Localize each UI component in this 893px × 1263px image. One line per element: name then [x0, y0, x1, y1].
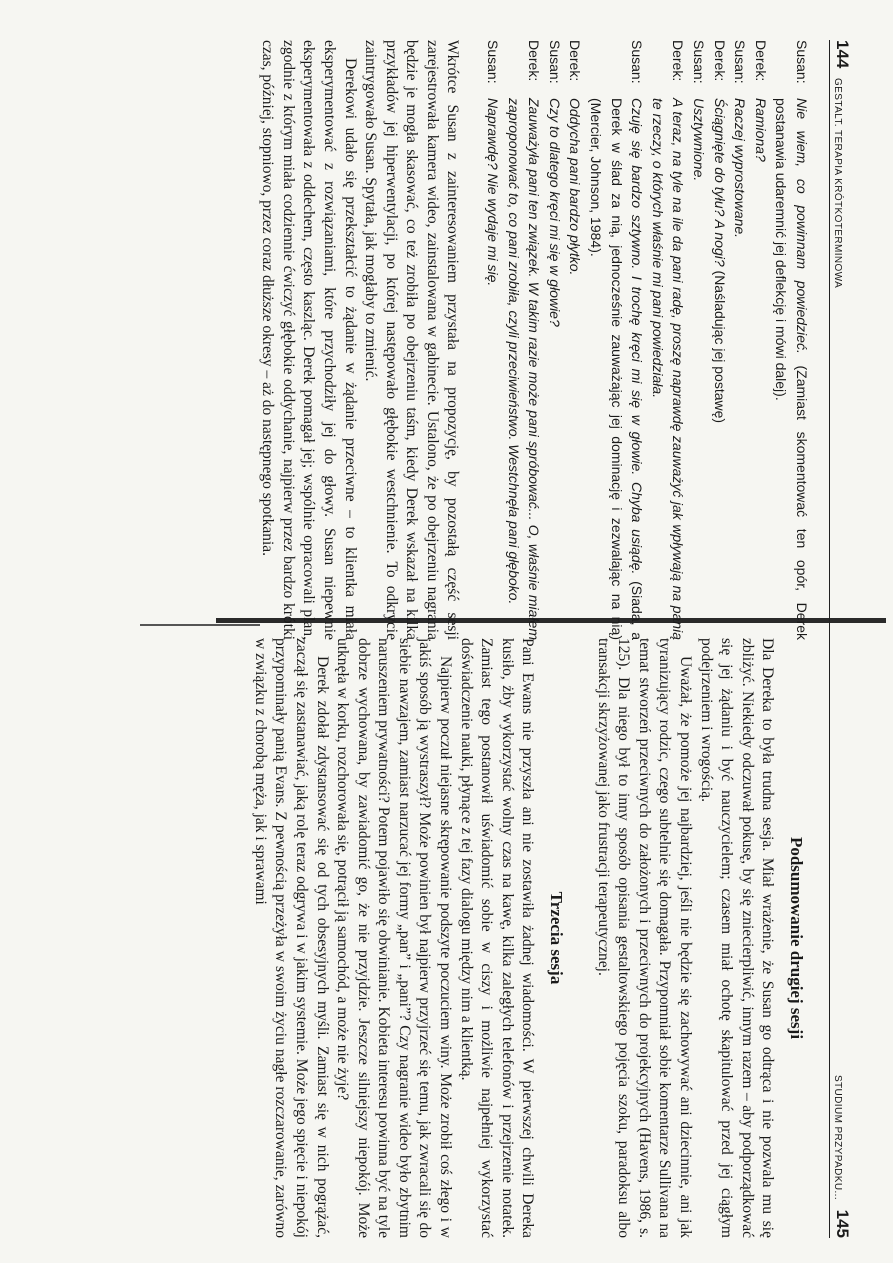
utterance	[544, 98, 565, 640]
stage-note: (Siada, a Derek w ślad za nią, jednocześnie zauważając jej dominację i zezwalając na nią) (Mercier, Johnson, 1984).	[588, 98, 646, 641]
paragraph: Derekowi udało się przekształcić to żądanie w żądanie przeciwne – to klientka miała eksperymentować z rozwiązaniami, które przychodziły jej do głowy. Susan niepewnie eksperymentowała z oddechem, często kaszląc. Derek pomagał jej; wspólnie opracowali plan, zgodnie z którym miała codziennie ćwiczyć głębokie oddychanie, najpierw przez bardzo krótki czas, później, stopniowo, przez coraz dłuższe okresy – aż do następnego spotkania.	[259, 40, 359, 640]
header-rule	[829, 40, 830, 640]
running-head: STUDIUM PRZYPADKU...	[832, 1074, 843, 1200]
speaker: Susan:	[546, 40, 563, 84]
speaker: Derek:	[567, 40, 584, 82]
dialogue-line	[730, 40, 751, 640]
utterance	[483, 98, 504, 640]
page-body	[249, 638, 812, 1238]
utterance-text: Czy to dlatego kręci mi się w głowie?	[546, 98, 563, 327]
page-number: 145	[833, 1209, 852, 1238]
utterance-text: Oddycha pani bardzo płytko.	[567, 98, 584, 276]
utterance	[688, 98, 709, 640]
utterance	[709, 98, 730, 640]
page-144	[32, 40, 852, 640]
speaker: Susan:	[794, 40, 810, 84]
utterance	[647, 98, 688, 640]
stage-note: (Naśladując jej postawę)	[711, 270, 728, 424]
dialogue-line	[647, 40, 688, 640]
paragraph: Najpierw poczuł niejasne skrępowanie podszyte poczuciem winy. Może zrobił coś złego i w jakiś sposób ją wystraszył? Może powinien był najpierw przyjrzeć się temu, jak zwracali się do siebie nawzajem, zamiast narzucać jej formy „pan” i „pani”? Czy nagranie wideo było zbytnim naruszeniem prywatności? Potem pojawiło się obwinianie. Kobieta interesu powinna być na tyle dobrze wychowana, by zawiadomić go, że nie przyjdzie. Jeszcze silniejszy niepokój. Może utknęła w korku, rozchorowała się, potrącił ją samochód, a może nie żyje?	[334, 638, 455, 1238]
paragraph: Uważał, że pomoże jej najbardziej, jeśli nie będzie się zachowywać ani dziecinnie, ani jak tyranizujący rodzic, czego subtelnie się domagała. Przypomniał sobie komentarze Sullivana na temat stworzeń przeciwnych do założonych i przeciwnych do projekcyjnych (Havens, 1986, s. 125). Dla niego był to inny sposób opisania gestaltowskiego pojęcia szoku, paradoksu albo transakcji skrzyżowanej jako frustracji terapeutycznej.	[594, 638, 695, 1238]
utterance	[730, 98, 751, 640]
dialogue-line	[585, 40, 647, 640]
utterance	[750, 98, 771, 640]
dialogue-line	[544, 40, 565, 640]
speaker: Derek:	[670, 40, 687, 82]
page-number: 144	[833, 40, 852, 69]
running-head: GESTALT. TERAPIA KRÓTKOTERMINOWA	[832, 78, 843, 289]
section-title: Podsumowanie drugiej sesji	[787, 836, 806, 1040]
dialogue-line	[771, 40, 812, 640]
paragraph: Wkrótce Susan z zainteresowaniem przystała na propozycję, by pozostałą część sesji zarejestrowała kamera wideo, zainstalowana w gabinecie. Ustalono, że po obejrzeniu nagrania będzie je mogła skasować, co też zrobiła po obejrzeniu taśm, kiedy Derek wskazał na kilka przykładów jej hiperwentylacji, po której następowało głębokie westchnienie. To odkrycie zaintrygowało Susan. Spytała, jak mogłaby to zmienić.	[362, 40, 462, 640]
utterance	[771, 98, 812, 640]
paragraph: Derek zdołał zdystansować się od tych obsesyjnych myśli. Zamiast się w nich pogrążać, zaczął się zastanawiać, jaką rolę teraz odgrywa i w jakim systemie. Może jego spięcie i niepokój przypominały panią Evans. Z pewnością przeżyła w swoim życiu nagłe rozczarowanie, zarówno w związku z chorobą męża, jak i sprawami	[251, 638, 331, 1238]
utterance-text: Czuję się bardzo sztywno. I trochę kręci mi się w głowie. Chyba usiądę.	[629, 98, 646, 575]
paragraph: Dla Dereka to była trudna sesja. Miał wrażenie, że Susan go odtrąca i nie pozwala mu się zbliżyć. Niekiedy odczuwał pokusę, by się zniecierpliwić, innym razem – aby podporządkować się jej żądaniu i być nauczycielem; czasem miał ochotę skapitulować przed jej ciągłym podejrzeniem i wrogością.	[697, 638, 777, 1238]
dialogue-line	[750, 40, 771, 640]
utterance	[585, 98, 647, 640]
dialogue-line	[565, 40, 586, 640]
dialogue-line	[503, 40, 544, 640]
speaker: Susan:	[485, 40, 502, 84]
section-title: Trzecia sesja	[547, 891, 567, 985]
speaker: Susan:	[691, 40, 708, 84]
speaker: Derek:	[752, 40, 769, 82]
page-header	[830, 638, 852, 1238]
utterance-text: Zauważyła pani ten związek. W takim razie może pani spróbować... O, właśnie miałem zaproponować to, co pani zrobiła, czyli przeciwieństwo. Westchnęła pani głęboko.	[505, 98, 543, 640]
speaker: Derek:	[526, 40, 543, 82]
utterance-text: A teraz, na tyle na ile da pani radę, proszę naprawdę zauważyć jak wpływają na panią te rzeczy, o których właśnie mi pani powiedziała.	[649, 98, 687, 640]
page-body	[257, 40, 812, 640]
speaker: Susan:	[732, 40, 749, 84]
utterance-text: Raczej wyprostowane.	[732, 98, 749, 239]
dialogue-line	[688, 40, 709, 640]
dialogue-line	[483, 40, 504, 640]
utterance-text: Ramiona?	[752, 98, 769, 162]
paragraph: Pani Ewans nie przyszła ani nie zostawiła żadnej wiadomości. W pierwszej chwili Dereka kusiło, żby wykorzystać wolny czas na kawę, kilka zaległych telefonów i przejrzenie notatek. Zamiast tego postanowił uświadomić sobie w ciszy i możliwie najpełniej wykorzystać doświadczenie nauki, płynące z tej fazy dialogu między nim a klientką.	[457, 638, 537, 1238]
utterance-text: Naprawdę? Nie wydaje mi się.	[485, 98, 502, 287]
header-rule	[829, 638, 830, 1238]
speaker: Derek:	[711, 40, 728, 82]
stage-note: (Zamiast skomentować ten opór, Derek postanawia udaremnić jej deflekcję i mówi dalej).	[773, 98, 810, 641]
utterance-text: Ściągnięte do tyłu? A nogi?	[711, 98, 728, 267]
page-header	[830, 40, 852, 640]
dialogue-line	[709, 40, 730, 640]
speaker: Susan:	[629, 40, 646, 84]
utterance	[503, 98, 544, 640]
page-145	[32, 638, 852, 1238]
utterance-text: Nie wiem, co powinnam powiedzieć.	[794, 98, 810, 354]
utterance	[565, 98, 586, 640]
utterance-text: Usztywnione.	[691, 98, 708, 182]
